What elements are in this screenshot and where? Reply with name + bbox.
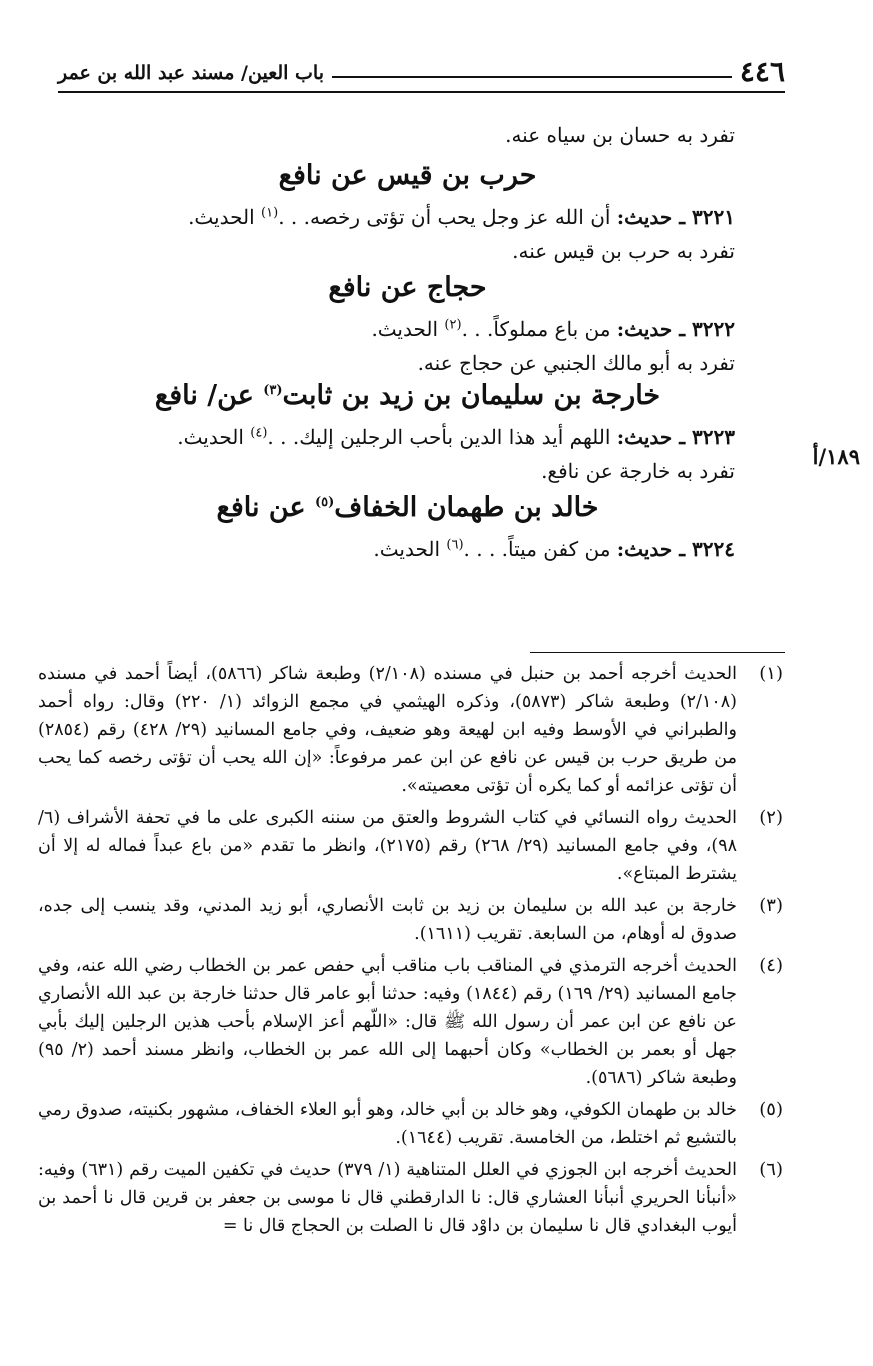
section-heading xyxy=(80,154,735,198)
footnote-number: (١) xyxy=(759,663,783,684)
text-segment: الحديث. xyxy=(177,425,251,449)
footnote xyxy=(38,952,783,1092)
text-segment: الحديث. xyxy=(188,205,262,229)
main-text xyxy=(80,120,735,568)
hadith-number: ٣٢٢٢ ـ حديث: xyxy=(616,317,735,341)
footnote xyxy=(38,1096,783,1152)
hadith-entry xyxy=(80,534,735,564)
text-segment: تفرد به حسان بن سياه عنه. xyxy=(505,123,735,147)
header-rule xyxy=(58,91,785,93)
text-line xyxy=(80,236,735,266)
text-segment: من كفن ميتاً. . . . xyxy=(463,537,617,561)
footnote-number: (٥) xyxy=(759,1099,783,1120)
footnote-text: الحديث أخرجه ابن الجوزي في العلل المتناهية (١/ ٣٧٩) حديث في تكفين الميت رقم (٦٣١) وفيه: «أنبأنا الحريري أنبأنا العشاري قال: نا الدارقطني قال نا موسى بن جعفر بن قرين قال نا أحمد بن أيوب البغدادي قال نا سليمان بن داوْد قال نا الصلت بن الحجاج قال نا = xyxy=(38,1160,738,1236)
text-segment: حجاج عن نافع xyxy=(328,272,487,303)
section-heading xyxy=(80,266,735,310)
text-line xyxy=(80,456,735,486)
text-segment: خارجة بن سليمان بن زيد بن ثابت xyxy=(282,380,661,411)
footnote-marker: (١) xyxy=(261,205,279,221)
footnote xyxy=(38,892,783,948)
footnote xyxy=(38,660,783,800)
text-line xyxy=(80,120,735,150)
footnote xyxy=(38,1156,783,1240)
margin-reference: ١٨٩/أ xyxy=(812,444,860,469)
text-segment: تفرد به خارجة عن نافع. xyxy=(541,459,735,483)
footnote-number: (٢) xyxy=(759,807,783,828)
text-segment: عن/ نافع xyxy=(154,380,264,411)
text-segment: اللهم أيد هذا الدين بأحب الرجلين إليك. . . xyxy=(267,425,617,449)
footnote-marker: (٥) xyxy=(314,495,335,510)
footnote-text: خالد بن طهمان الكوفي، وهو خالد بن أبي خالد، وهو أبو العلاء الخفاف، مشهور بكنيته، صدوق رمي بالتشيع ثم اختلط، من الخامسة. تقريب (١٦٤٤). xyxy=(38,1100,737,1148)
footnotes xyxy=(38,660,783,1244)
footnote xyxy=(38,804,783,888)
hadith-entry xyxy=(80,314,735,344)
text-segment: تفرد به أبو مالك الجنبي عن حجاج عنه. xyxy=(417,351,735,375)
footnote-text: الحديث أخرجه الترمذي في المناقب باب مناقب أبي حفص عمر بن الخطاب رضي الله عنه، وفي جامع المسانيد (٢٩/ ١٦٩) رقم (١٨٤٤) وفيه: حدثنا أبو عامر قال حدثنا خارجة بن عبد الله الأنصاري عن نافع عن ابن عمر أن رسول الله ﷺ قال: «اللّهم أعز الإسلام بأحب هذين الرجلين إليك بأبي جهل أو بعمر بن الخطاب» وكان أحبهما إلى الله عمر بن الخطاب، وانظر مسند أحمد (٢/ ٩٥) وطبعة شاكر (٥٦٨٦). xyxy=(38,956,737,1088)
text-segment: حرب بن قيس عن نافع xyxy=(278,160,537,191)
section-heading xyxy=(80,486,735,530)
hadith-entry xyxy=(80,422,735,452)
footnote-marker: (٣) xyxy=(263,383,283,398)
footnote-number: (٣) xyxy=(759,895,783,916)
hadith-number: ٣٢٢١ ـ حديث: xyxy=(616,205,735,229)
footnote-marker: (٢) xyxy=(444,317,462,333)
text-segment: خالد بن طهمان الخفاف xyxy=(334,492,599,523)
text-segment: الحديث. xyxy=(373,537,447,561)
text-segment: تفرد به حرب بن قيس عنه. xyxy=(512,239,735,263)
text-segment: أن الله عز وجل يحب أن تؤتى رخصه. . . xyxy=(278,205,617,229)
footnote-number: (٦) xyxy=(759,1159,783,1180)
footnote-marker: (٤) xyxy=(250,425,268,441)
hadith-number: ٣٢٢٣ ـ حديث: xyxy=(616,425,735,449)
hadith-entry xyxy=(80,202,735,232)
hadith-number: ٣٢٢٤ ـ حديث: xyxy=(616,537,735,561)
running-header xyxy=(58,52,785,92)
text-segment: عن نافع xyxy=(216,492,315,523)
footnote-separator xyxy=(530,652,785,653)
footnote-text: الحديث رواه النسائي في كتاب الشروط والعتق من سننه الكبرى على ما في تحفة الأشراف (٦/ ٩٨)، وفي جامع المسانيد (٢٩/ ٢٦٨) رقم (٢١٧٥)، وانظر ما تقدم «من باع عبداً فماله له إلا أن يشترط المبتاع». xyxy=(38,808,737,884)
page-number: ٤٤٦ xyxy=(739,55,785,88)
text-segment: الحديث. xyxy=(371,317,445,341)
section-heading xyxy=(80,374,735,418)
running-title: باب العين/ مسند عبد الله بن عمر xyxy=(58,62,324,84)
footnote-number: (٤) xyxy=(759,955,783,976)
header-dash xyxy=(332,76,732,78)
footnote-marker: (٦) xyxy=(446,537,464,553)
text-segment: من باع مملوكاً. . . xyxy=(461,317,617,341)
footnote-text: خارجة بن عبد الله بن سليمان بن زيد بن ثابت الأنصاري، أبو زيد المدني، وقد ينسب إلى جده، صدوق له أوهام، من السابعة. تقريب (١٦١١). xyxy=(38,896,737,944)
footnote-text: الحديث أخرجه أحمد بن حنبل في مسنده (٢/١٠٨) وطبعة شاكر (٥٨٦٦)، أيضاً أحمد في مسنده (٢/١٠٨) وطبعة شاكر (٥٨٧٣)، وذكره الهيثمي في مجمع الزوائد (١/ ٢٢٠) وقال: رواه أحمد والطبراني في الأوسط وفيه ابن لهيعة وهو ضعيف، وفي جامع المسانيد (٢٩/ ٤٢٨) رقم (٢٨٥٤) من طريق حرب بن قيس عن نافع عن ابن عمر مرفوعاً: «إن الله يحب أن تؤتى رخصه كما يحب أن تؤتى عزائمه أو كما يكره أن تؤتى معصيته». xyxy=(38,664,737,796)
